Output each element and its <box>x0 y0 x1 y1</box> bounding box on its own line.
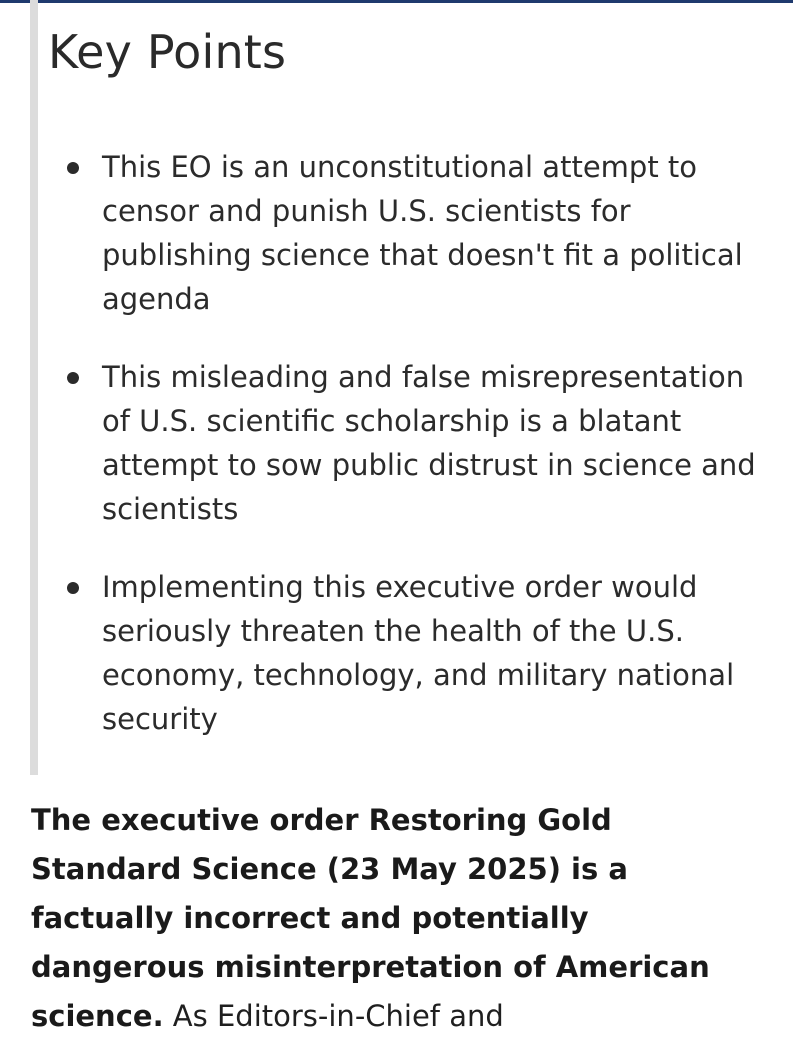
key-points-list <box>102 145 762 775</box>
key-point-text: This misleading and false misrepresentation of U.S. scientific scholarship is a blatant attempt to sow public distrust in science and scientists <box>102 360 756 526</box>
intro-paragraph <box>31 796 771 1041</box>
list-item <box>102 565 762 741</box>
intro-regular-text: As Editors-in-Chief and <box>163 999 504 1033</box>
list-item <box>102 145 762 321</box>
key-point-text: This EO is an unconstitutional attempt to censor and punish U.S. scientists for publishing science that doesn't fit a political agenda <box>102 150 743 316</box>
key-points-title: Key Points <box>48 25 287 79</box>
key-point-text: Implementing this executive order would seriously threaten the health of the U.S. economy, technology, and military national security <box>102 570 735 736</box>
list-item <box>102 355 762 531</box>
bullet-icon <box>67 582 79 594</box>
bullet-icon <box>67 372 79 384</box>
intro-bold-text: The executive order Restoring Gold Standard Science (23 May 2025) is a factually incorrect and potentially dangerous misinterpretation of American science. <box>31 803 710 1033</box>
bullet-icon <box>67 162 79 174</box>
